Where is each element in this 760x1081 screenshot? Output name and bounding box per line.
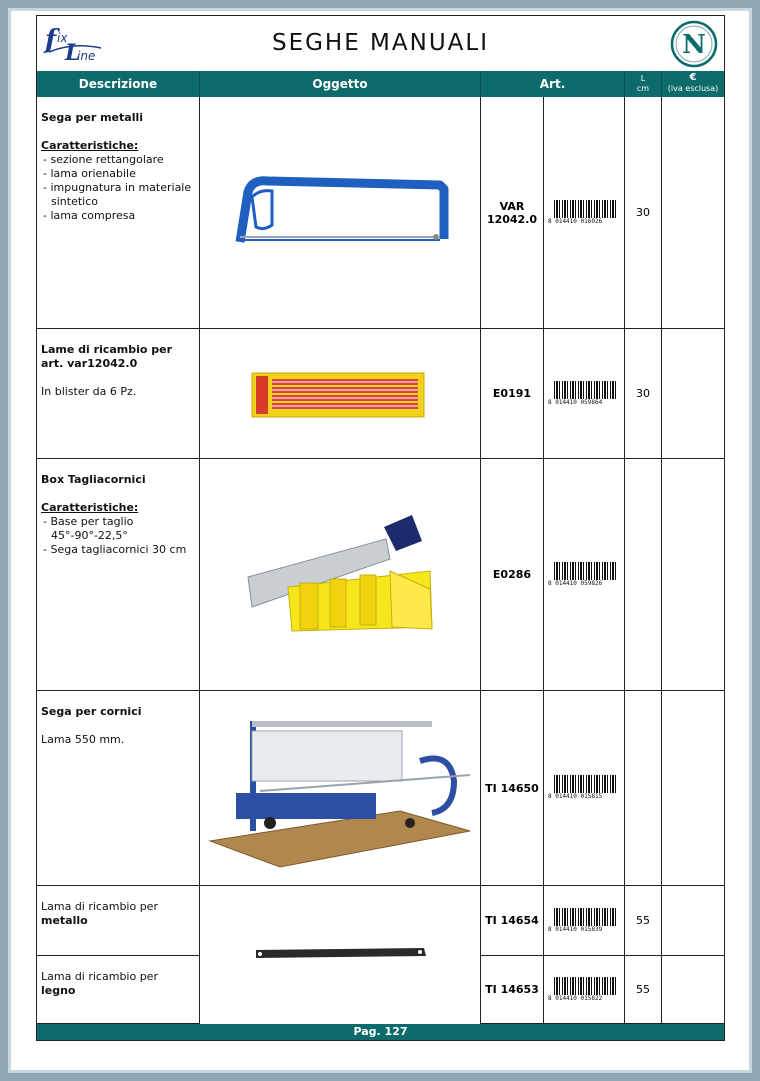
barcode (548, 908, 620, 934)
col-art: Art. (481, 71, 625, 97)
price-value (662, 886, 724, 955)
length-value: 55 (625, 956, 662, 1023)
product-title: Lama di ricambio per (41, 970, 158, 983)
product-note: In blister da 6 Pz. (41, 385, 137, 398)
svg-text:ix: ix (57, 31, 68, 45)
row-description (37, 329, 200, 458)
svg-text:f: f (45, 25, 57, 55)
barcode (548, 775, 620, 801)
page-header (37, 16, 724, 72)
row-description (37, 886, 200, 955)
barcode (548, 200, 620, 226)
hacksaw-image (200, 97, 481, 329)
col-oggetto: Oggetto (200, 71, 481, 97)
product-image-cell (200, 691, 481, 885)
barcode (548, 562, 620, 588)
barcode-number: 8 014410 015822 (548, 994, 603, 1002)
catalog-page (36, 15, 725, 1041)
table-row (37, 459, 724, 691)
row-description (37, 691, 200, 885)
article-code: VAR 12042.0 (481, 97, 544, 328)
feature-item: - lama orienabile (43, 167, 136, 180)
col-descrizione: Descrizione (37, 71, 200, 97)
barcode-number: 8 014410 015815 (548, 793, 603, 800)
frame-saw-image (200, 691, 481, 886)
product-note: Lama 550 mm. (41, 733, 125, 746)
article-code: TI 14650 (481, 691, 544, 885)
barcode-cell (544, 459, 625, 690)
feature-item: - sezione rettangolare (43, 153, 164, 166)
price-value (662, 956, 724, 1023)
length-value: 30 (625, 329, 662, 458)
row-description (37, 956, 200, 1023)
svg-text:N: N (682, 30, 706, 60)
svg-text:L: L (65, 40, 81, 64)
features-label: Caratteristiche: (41, 139, 139, 152)
article-code: E0191 (481, 329, 544, 458)
length-value: 30 (625, 97, 662, 328)
feature-item: - Base per taglio 45°-90°-22,5° (43, 515, 134, 542)
n-logo (670, 20, 718, 68)
table-row (37, 691, 724, 886)
barcode-number: 8 014410 015839 (548, 925, 603, 933)
col-length (625, 71, 662, 97)
barcode-number: 8 014410 059826 (548, 579, 603, 587)
col-price-symbol: € (689, 72, 697, 83)
product-title: Lama di ricambio per (41, 900, 158, 913)
col-price (662, 71, 724, 97)
length-value (625, 691, 662, 885)
features-label: Caratteristiche: (41, 501, 139, 514)
article-code: E0286 (481, 459, 544, 690)
col-price-note: (iva esclusa) (667, 84, 719, 93)
feature-item: - impugnatura in materiale sintetico (43, 181, 192, 208)
product-image-cell (200, 97, 481, 328)
barcode-cell (544, 956, 625, 1023)
length-value: 55 (625, 886, 662, 955)
replacement-blade-image (200, 886, 480, 1024)
product-title: Lame di ricambio per art. var12042.0 (41, 343, 173, 370)
product-title-emphasis: metallo (41, 914, 88, 927)
table-row (37, 329, 724, 459)
col-length-unit: cm (636, 84, 650, 93)
feature-item: - lama compresa (43, 209, 136, 222)
product-title-emphasis: legno (41, 984, 76, 997)
price-value (662, 97, 724, 328)
barcode-cell (544, 691, 625, 885)
price-value (662, 691, 724, 885)
barcode (548, 977, 620, 1003)
article-code: TI 14653 (481, 956, 544, 1023)
article-code: TI 14654 (481, 886, 544, 955)
miter-box-image (200, 459, 481, 691)
col-length-label: L (640, 74, 646, 83)
barcode-cell (544, 97, 625, 328)
row-description (37, 459, 200, 690)
price-value (662, 329, 724, 458)
barcode-cell (544, 329, 625, 458)
barcode-number: 8 014410 016026 (548, 217, 603, 225)
svg-text:ine: ine (77, 49, 96, 63)
table-row (37, 97, 724, 329)
price-value (662, 459, 724, 690)
page-footer: Pag. 127 (37, 1024, 724, 1040)
product-image-cell (200, 886, 481, 1024)
product-title: Box Tagliacornici (41, 473, 146, 486)
length-value (625, 459, 662, 690)
feature-item: - Sega tagliacornici 30 cm (43, 543, 187, 556)
product-image-cell (200, 329, 481, 458)
product-image-cell (200, 459, 481, 690)
row-description (37, 97, 200, 328)
product-title: Sega per cornici (41, 705, 142, 718)
table-header (37, 71, 724, 97)
blades-blister-image (200, 329, 481, 459)
barcode-cell (544, 886, 625, 955)
product-title: Sega per metalli (41, 111, 144, 124)
barcode-number: 8 014410 059864 (548, 398, 603, 406)
barcode (548, 381, 620, 407)
page-title: SEGHE MANUALI (271, 30, 490, 56)
